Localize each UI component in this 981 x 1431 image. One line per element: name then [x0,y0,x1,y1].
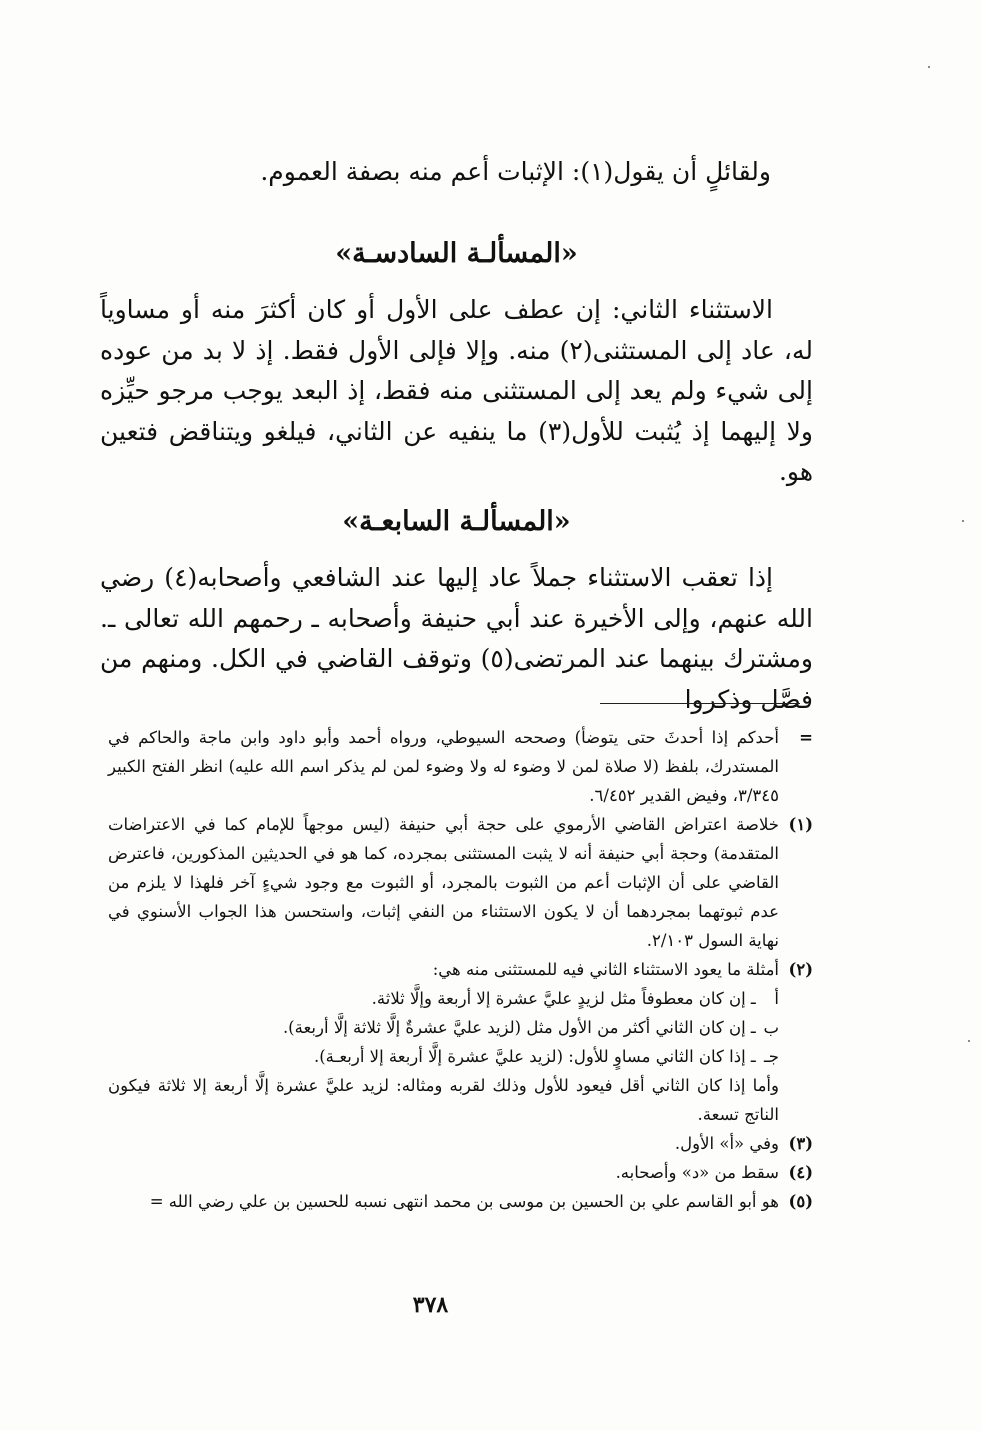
footnote-2 [108,955,813,984]
footnote-text: هو أبو القاسم علي بن الحسين بن موسى بن محمد انتهى نسبه للحسين بن علي رضي الله = [149,1192,779,1211]
footnotes [108,723,813,1216]
footnote-example [108,1013,813,1042]
footnote-closing: وأما إذا كان الثاني أقل فيعود للأول وذلك لقربه ومثاله: لزيد عليَّ عشرة إلَّا أربعة إلا ثلاثة فيكون الناتج تسعة. [108,1076,779,1124]
footnote-text: وفي «أ» الأول. [674,1134,779,1153]
footnote-number: (٥) [788,1192,813,1211]
footnote-number: (١) [788,815,813,834]
footnote-5 [108,1187,813,1216]
section-heading-seventh: «المسألـة السابعـة» [342,506,571,537]
example-label: جـ [763,1047,779,1066]
footnote-4 [108,1158,813,1187]
footnote-number: (٣) [788,1134,813,1153]
footnote-text: سقط من «د» وأصحابه. [615,1163,779,1182]
section-paragraph-seventh: إذا تعقب الاستثناء جملاً عاد إليها عند الشافعي وأصحابه(٤) رضي الله عنهم، وإلى الأخيرة عند أبي حنيفة وأصحابه ـ رحمهم الله تعالى ـ. ومشترك بينهما عند المرتضى(٥) وتوقف القاضي في الكل. ومنهم من فصَّل وذكروا [100,563,814,714]
footnote-number: (٤) [788,1163,813,1182]
footnote-continuation-text: أحدكم إذا أحدثَ حتى يتوضأ) وصححه السيوطي، ورواه أحمد وأبو داود وابن ماجة والحاكم في المستدرك، بلفظ (لا صلاة لمن لا وضوء له ولا وضوء لمن لم يذكر اسم الله عليه) انظر الفتح الكبير ٣/٣٤٥، وفيض القدير ٦/٤٥٢. [108,728,779,805]
footnote-3 [108,1129,813,1158]
example-text: ـ إن كان معطوفاً مثل لزيدٍ عليَّ عشرة إلا أربعة وإلَّا ثلاثة. [371,989,756,1008]
example-text: ـ إذا كان الثاني مساوٍ للأول: (لزيد عليَّ عشرة إلَّا أربعة إلا أربعـة). [313,1047,756,1066]
footnote-text: خلاصة اعتراض القاضي الأرموي على حجة أبي حنيفة (ليس موجهاً للإمام كما في الاعتراضات المتقدمة) وحجة أبي حنيفة أنه لا يثبت المستثنى بمجرده، كما هو في الحديثين المذكورين، فاعترض القاضي على أن الإثبات أعم من الثبوت بالمجرد، أو الثبوت مع وجود شيءٍ آخر فلهذا لا يلزم من عدم ثبوتهما بمجردهما أن لا يكون الاستثناء من النفي إثبات، واستحسن هذا الجواب الأسنوي في نهاية السول ٢/١٠٣. [108,815,779,950]
footnote-example [108,984,813,1013]
footnote-example [108,1042,813,1071]
section-paragraph-sixth: الاستثناء الثاني: إن عطف على الأول أو كان أكثرَ منه أو مساوياً له، عاد إلى المستثنى(٢) منه. وإلا فإلى الأول فقط. إذ لا بد من عوده إلى شيء ولم يعد إلى المستثنى منه فقط، إذ البعد يوجب مرجو حيِّزه ولا إليهما إذ يُثبت للأول(٣) ما ينفيه عن الثاني، فيلغو ويتناقض فتعين هو. [100,295,813,486]
footnote-number: (٢) [788,960,813,979]
scan-speck [928,66,930,68]
example-label: ب [763,1018,779,1037]
example-label: أ [774,989,779,1008]
scan-speck [968,1040,970,1042]
example-text: ـ إن كان الثاني أكثر من الأول مثل (لزيد عليَّ عشرةٌ إلَّا ثلاثة إلَّا أربعة). [282,1018,756,1037]
footnote-1 [108,810,813,955]
section-heading-sixth: «المسألـة السادسـة» [335,238,578,269]
footnote-continuation [108,723,813,810]
footnote-separator [600,703,800,704]
scan-speck [962,520,964,522]
footnote-continuation-mark: = [799,728,813,747]
page-number: ٣٧٨ [412,1292,449,1318]
opening-line: ولقائلٍ أن يقول(١): الإثبات أعم منه بصفة العموم. [260,157,771,186]
footnote-text: أمثلة ما يعود الاستثناء الثاني فيه للمستثنى منه هي: [432,960,779,979]
